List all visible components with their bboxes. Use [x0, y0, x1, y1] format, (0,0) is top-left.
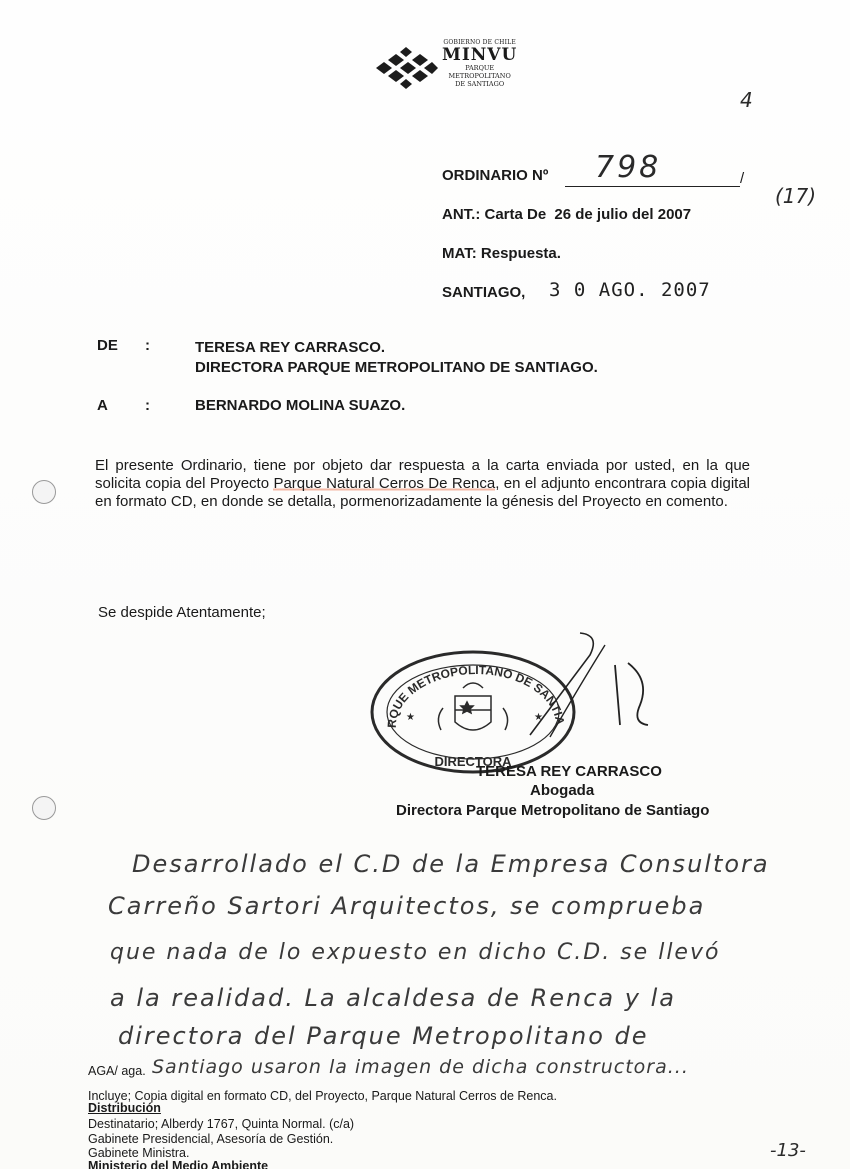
a-name: BERNARDO MOLINA SUAZO. [195, 397, 406, 414]
letterhead-line2: METROPOLITANO [448, 72, 511, 80]
ant-line [442, 206, 691, 223]
signature-role: Abogada [530, 782, 595, 799]
closing-line: Se despide Atentamente; [98, 604, 266, 621]
distribution-item: Ministerio del Medio Ambiente [88, 1159, 269, 1169]
ordinario-number: 798 [595, 150, 662, 185]
signature-name: TERESA REY CARRASCO [476, 763, 662, 780]
side-mark: (17) [775, 184, 817, 208]
de-title: DIRECTORA PARQUE METROPOLITANO DE SANTIAGO. [195, 359, 598, 376]
punch-hole [32, 480, 56, 504]
body-paragraph: El presente Ordinario, tiene por objeto dar respuesta a la carta enviada por usted, en la que solicita copia del Proyecto Parque Natural Cerros De Renca, en el adjunto encontrara copia digital en formato CD, en donde se detalla, pormenorizadamente la génesis del Proyecto en comento. [95, 457, 750, 510]
svg-text:★: ★ [534, 712, 543, 723]
distribution-item: Destinatario; Alberdy 1767, Quinta Normal. (c/a) [88, 1117, 355, 1131]
mat-line [442, 245, 561, 262]
stamp-top-text: RQUE METROPOLITANO DE SANTIA [384, 662, 568, 729]
letterhead-line3: DE SANTIAGO [455, 80, 505, 88]
ant-date: 26 de julio del 2007 [554, 206, 692, 223]
handwritten-line-2: Carreño Sartori Arquitectos, se comprueba [108, 892, 706, 920]
letterhead-agency: MINVU [442, 45, 518, 65]
letter-page: GOBIERNO DE CHILE MINVU PARQUE METROPOLITANO DE SANTIAGO 4 ORDINARIO Nº 798 / (17) ANT.: Carta De 26 de julio del 2007 MAT: Respuesta. SANTIAGO, 3 0 AGO. 2007 DE : TERESA REY CARRASCO. DIRECTORA PARQUE METROPOLITANO DE SANTIAGO. A : BERNARDO MOLINA SUAZO. El presente Ordinario, tiene por objeto dar respuesta a la carta enviada por usted, en la que solicita copia del Proyecto Parque Natural Cerros De Renca, en el adjunto encontrara copia digital en formato CD, en donde se detalla, pormenorizadamente la génesis del Proyecto en comento. Se despide Atentamente; RQUE METROPOLITANO DE SANTIA ★ ★ DIRECTORA TERESA REY CARRASCO Abogada Directora Parque Metropolitano de Santiago Desarrollado el C.D de la Empresa Consultora Carreño Sartori Arquitectos, se comprueba que nada de lo expuesto en dicho C.D. se llevó a la realidad. La alcaldesa de Renca y la directora del Parque Metropolitano de Santiago usaron la imagen de dicha constructora... AGA/ aga. Incluye; Copia digital en formato CD, del Proyecto, Parque Natural Cerros de Renca. Distribución Destinatario; Alberdy 1767, Quinta Normal. (c/a) Gabinete Presidencial, Asesoría de Gestión. Gabinete Ministra. Ministerio del Medio Ambiente -13- [0, 0, 850, 1169]
signature-scribble-icon [520, 625, 670, 745]
page-number: -13- [770, 1140, 806, 1161]
date-stamp: 3 0 AGO. 2007 [549, 279, 711, 301]
mat-label: MAT: [442, 245, 477, 262]
handwritten-line-5: directora del Parque Metropolitano de [118, 1022, 649, 1050]
handwritten-line-1: Desarrollado el C.D de la Empresa Consultora [132, 850, 770, 878]
de-label: DE [97, 337, 118, 354]
ordinario-label: ORDINARIO Nº [442, 167, 549, 184]
signature-title: Directora Parque Metropolitano de Santiago [396, 802, 710, 819]
distribution-item: Gabinete Ministra. [88, 1146, 190, 1160]
page-mark: 4 [740, 88, 753, 112]
stamp-bottom-text: DIRECTORA [434, 754, 512, 769]
minvu-letterhead [370, 38, 520, 98]
a-colon: : [145, 397, 150, 414]
minvu-logo-icon [370, 46, 438, 90]
a-label: A [97, 397, 108, 414]
footer-includes: Incluye; Copia digital en formato CD, del Proyecto, Parque Natural Cerros de Renca. [88, 1089, 557, 1103]
ant-text: Carta De [484, 206, 547, 223]
handwritten-line-6: Santiago usaron la imagen de dicha constructora... [152, 1056, 689, 1078]
punch-hole [32, 796, 56, 820]
footer-initials: AGA/ aga. [88, 1064, 146, 1078]
ant-label: ANT.: [442, 206, 481, 223]
handwritten-line-4: a la realidad. La alcaldesa de Renca y la [110, 984, 676, 1012]
de-colon: : [145, 337, 150, 354]
distribution-item: Gabinete Presidencial, Asesoría de Gestión. [88, 1132, 334, 1146]
place-label: SANTIAGO, [442, 284, 526, 301]
svg-text:★: ★ [406, 712, 415, 723]
letterhead-line1: PARQUE [465, 64, 495, 72]
de-name: TERESA REY CARRASCO. [195, 339, 386, 356]
letterhead-gov: GOBIERNO DE CHILE [443, 39, 516, 46]
distribution-label: Distribución [88, 1101, 161, 1115]
handwritten-line-3: que nada de lo expuesto en dicho C.D. se llevó [110, 940, 721, 965]
ordinario-underline [565, 186, 740, 187]
highlighted-project: Parque Natural Cerros De Renca [273, 475, 496, 492]
mat-text: Respuesta. [480, 245, 561, 262]
